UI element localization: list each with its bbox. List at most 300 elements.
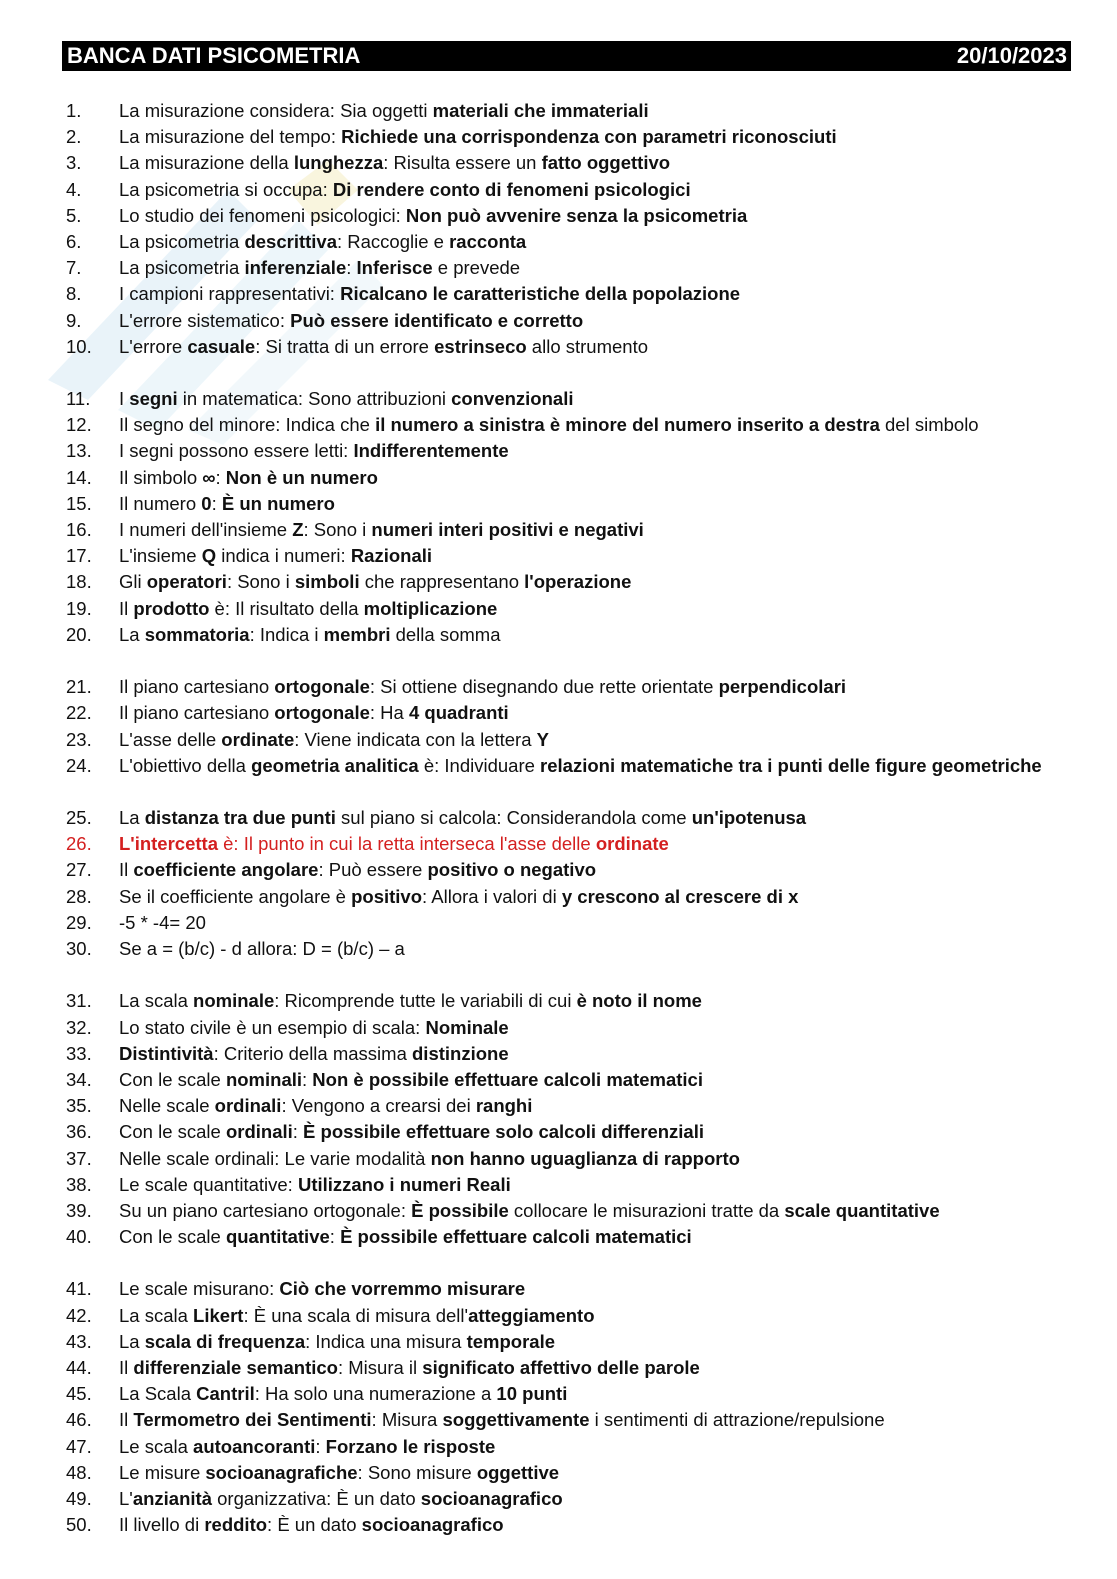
list-item — [0, 569, 1117, 595]
bold-text: Q — [201, 545, 217, 567]
plain-text: : Misura — [371, 1409, 443, 1431]
plain-text: : — [315, 1435, 326, 1457]
bold-text: quantitative — [225, 1226, 330, 1248]
bold-text: convenzionali — [451, 388, 574, 410]
item-number: 25. — [66, 807, 92, 829]
item-text — [119, 1460, 559, 1486]
bold-text: un'ipotenusa — [691, 807, 807, 829]
item-number: 21. — [66, 676, 92, 698]
item-text — [119, 1041, 509, 1067]
item-number: 48. — [66, 1461, 92, 1483]
bold-text: sommatoria — [144, 623, 250, 645]
bold-text: Distintività — [119, 1042, 214, 1064]
plain-text: Le scale misurano: — [119, 1278, 280, 1300]
item-number: 42. — [66, 1304, 92, 1326]
list-item — [0, 1329, 1117, 1355]
plain-text: L' — [119, 1487, 133, 1509]
item-text — [119, 465, 378, 491]
item-text — [119, 805, 806, 831]
plain-text: : — [292, 1121, 304, 1143]
plain-text: Il numero — [119, 492, 202, 514]
list-item — [0, 1067, 1117, 1093]
list-item — [0, 910, 1117, 936]
bold-text: non hanno uguaglianza di rapporto — [430, 1147, 740, 1169]
item-text — [119, 1434, 495, 1460]
item-number: 46. — [66, 1409, 92, 1431]
item-text — [119, 1512, 504, 1538]
bold-text: è noto il nome — [576, 990, 702, 1012]
list-item — [0, 412, 1117, 438]
item-number: 50. — [66, 1514, 92, 1536]
bold-text: socioanagrafico — [361, 1514, 504, 1536]
plain-text: La psicometria — [119, 230, 245, 252]
bold-text: Di rendere conto di fenomeni psicologici — [332, 178, 691, 200]
bold-text: Nominale — [425, 1016, 509, 1038]
plain-text: collocare le misurazioni tratte da — [508, 1199, 785, 1221]
bold-text: scale quantitative — [784, 1199, 940, 1221]
item-number: 29. — [66, 911, 92, 933]
list-item — [0, 1407, 1117, 1433]
bold-text: differenziale semantico — [133, 1357, 338, 1379]
bold-text: Richiede una corrispondenza con parametri riconosciuti — [341, 126, 837, 148]
bold-text: Razionali — [350, 545, 433, 567]
item-number: 36. — [66, 1121, 92, 1143]
plain-text: : — [302, 1068, 313, 1090]
item-number: 8. — [66, 283, 82, 305]
plain-text: : È una scala di misura dell' — [243, 1304, 469, 1326]
item-number: 1. — [66, 100, 82, 121]
bold-text: relazioni matematiche tra i punti delle figure geometriche — [540, 754, 1042, 776]
list-item — [0, 124, 1117, 150]
list-item — [0, 1486, 1117, 1512]
bold-text: inferenziale — [244, 257, 347, 279]
list-item — [0, 334, 1117, 360]
list-item — [0, 150, 1117, 176]
plain-text: : Indica i — [249, 623, 324, 645]
item-text — [119, 727, 549, 753]
item-number: 7. — [66, 257, 82, 279]
item-number: 9. — [66, 309, 82, 331]
plain-text: : Sono i — [226, 571, 295, 593]
item-text — [119, 831, 669, 857]
plain-text: L'errore sistematico: — [119, 309, 291, 331]
bold-text: Ciò che vorremmo misurare — [279, 1278, 526, 1300]
item-number: 28. — [66, 885, 92, 907]
section-gap — [0, 1250, 1117, 1276]
plain-text: : Sono i — [303, 519, 372, 540]
bold-text: geometria analitica — [251, 754, 419, 776]
list-item — [0, 1276, 1117, 1302]
plain-text: : È un dato — [267, 1514, 362, 1536]
list-item — [0, 465, 1117, 491]
list-item — [0, 727, 1117, 753]
item-text — [119, 98, 649, 124]
bold-text: oggettive — [476, 1461, 560, 1483]
item-number: 22. — [66, 702, 92, 724]
bold-text: reddito — [204, 1514, 268, 1536]
plain-text: : Si tratta di un errore — [255, 335, 435, 357]
question-list — [0, 98, 1117, 1538]
bold-text: operatori — [146, 571, 227, 593]
plain-text: Lo stato civile è un esempio di scala: — [119, 1016, 426, 1038]
list-item — [0, 674, 1117, 700]
item-number: 41. — [66, 1278, 92, 1300]
bold-text: ortogonale — [274, 702, 370, 724]
bold-text: distanza tra due punti — [144, 807, 336, 829]
bold-text: Forzano le risposte — [325, 1435, 496, 1457]
item-text — [119, 1486, 563, 1512]
list-item — [0, 1093, 1117, 1119]
bold-text: ortogonale — [274, 676, 370, 698]
list-item — [0, 543, 1117, 569]
plain-text: I segni possono essere letti: — [119, 440, 354, 462]
bold-text: socioanagrafico — [420, 1487, 563, 1509]
plain-text: Il piano cartesiano — [119, 676, 275, 698]
bold-text: temporale — [466, 1330, 555, 1352]
item-text — [119, 281, 740, 307]
item-text — [119, 1276, 525, 1302]
item-text — [119, 857, 596, 883]
item-number: 16. — [66, 519, 92, 540]
list-item — [0, 98, 1117, 124]
list-item — [0, 1224, 1117, 1250]
plain-text: Il — [119, 1357, 134, 1379]
plain-text: La — [119, 807, 145, 829]
plain-text: Il — [119, 597, 134, 619]
item-number: 35. — [66, 1095, 92, 1117]
plain-text: del simbolo — [879, 414, 979, 436]
item-text — [119, 569, 631, 595]
item-number: 6. — [66, 230, 82, 252]
item-text — [119, 700, 509, 726]
plain-text: : — [346, 257, 357, 279]
plain-text: Nelle scale ordinali: Le varie modalità — [119, 1147, 431, 1169]
list-item — [0, 753, 1117, 805]
item-text — [119, 177, 691, 203]
bold-text: ordinali — [225, 1121, 293, 1143]
bold-text: anzianità — [132, 1487, 212, 1509]
item-number: 32. — [66, 1016, 92, 1038]
item-number: 3. — [66, 152, 82, 174]
item-number: 18. — [66, 571, 92, 593]
bold-text: Likert — [193, 1304, 244, 1326]
plain-text: : Allora i valori di — [422, 885, 562, 907]
bold-text: 10 punti — [496, 1383, 568, 1405]
plain-text: è: Il risultato della — [209, 597, 364, 619]
list-item — [0, 1198, 1117, 1224]
item-text — [119, 1329, 555, 1355]
plain-text: Il segno del minore: Indica che — [119, 414, 376, 436]
plain-text: : Ricomprende tutte le variabili di cui — [274, 990, 577, 1012]
item-text — [119, 1407, 885, 1433]
plain-text: : Sono misure — [357, 1461, 477, 1483]
plain-text: : Risulta essere un — [383, 152, 542, 174]
bold-text: lunghezza — [293, 152, 384, 174]
bold-text: ∞ — [202, 466, 216, 488]
plain-text: : Si ottiene disegnando due rette orientate — [369, 676, 719, 698]
plain-text: è: Individuare — [418, 754, 541, 776]
bold-text: descrittiva — [244, 230, 337, 252]
bold-text: Y — [536, 728, 549, 750]
item-number: 11. — [66, 388, 91, 410]
bold-text: Non è un numero — [225, 466, 378, 488]
section-gap — [0, 962, 1117, 988]
item-text — [119, 596, 497, 622]
plain-text: Con le scale — [119, 1121, 226, 1143]
item-number: 14. — [66, 466, 92, 488]
list-item — [0, 517, 1117, 543]
bold-text: casuale — [187, 335, 256, 357]
plain-text: e prevede — [432, 257, 521, 279]
item-text — [119, 1172, 511, 1198]
list-item — [0, 1172, 1117, 1198]
list-item — [0, 988, 1117, 1014]
plain-text: L'obiettivo della — [119, 754, 252, 776]
item-number: 17. — [66, 545, 92, 567]
plain-text: : Criterio della massima — [213, 1042, 412, 1064]
item-number: 19. — [66, 597, 92, 619]
bold-text: prodotto — [133, 597, 210, 619]
plain-text: : Ha solo una numerazione a — [254, 1383, 497, 1405]
plain-text: Gli — [119, 571, 147, 593]
plain-text: in matematica: Sono attribuzioni — [177, 388, 452, 410]
bold-text: distinzione — [412, 1042, 509, 1064]
bold-text: Cantril — [196, 1383, 255, 1405]
list-item — [0, 1434, 1117, 1460]
bold-text: È possibile effettuare solo calcoli differenziali — [303, 1121, 704, 1143]
list-item — [0, 229, 1117, 255]
plain-text: Se a = (b/c) - d allora: D = (b/c) – a — [119, 938, 405, 960]
bold-text: scala di frequenza — [144, 1330, 306, 1352]
plain-text: : Può essere — [318, 859, 428, 881]
plain-text: Le misure — [119, 1461, 206, 1483]
plain-text: Con le scale — [119, 1068, 226, 1090]
item-number: 20. — [66, 623, 92, 645]
bold-text: numeri interi positivi e negativi — [371, 519, 644, 540]
plain-text: I numeri dell'insieme — [119, 519, 293, 540]
plain-text: -5 * -4= 20 — [119, 911, 206, 933]
bold-text: 0 — [201, 492, 212, 514]
item-text — [119, 884, 798, 910]
plain-text: Il simbolo — [119, 466, 203, 488]
item-number: 24. — [66, 754, 92, 776]
item-text — [119, 334, 648, 360]
list-item — [0, 1303, 1117, 1329]
item-text — [119, 910, 206, 936]
bold-text: nominale — [193, 990, 275, 1012]
document-date: 20/10/2023 — [956, 43, 1067, 68]
list-item — [0, 1512, 1117, 1538]
list-item — [0, 203, 1117, 229]
bold-text: Termometro dei Sentimenti — [133, 1409, 372, 1431]
item-text — [119, 1015, 509, 1041]
list-item — [0, 700, 1117, 726]
plain-text: i sentimenti di attrazione/repulsione — [589, 1409, 885, 1431]
plain-text: allo strumento — [526, 335, 649, 357]
item-number: 10. — [66, 335, 92, 357]
item-text — [119, 1198, 940, 1224]
list-item — [0, 438, 1117, 464]
item-number: 23. — [66, 728, 92, 750]
list-item — [0, 386, 1117, 412]
plain-text: Le scale quantitative: — [119, 1173, 298, 1195]
plain-text: : Misura il — [337, 1357, 423, 1379]
bold-text: ordinali — [214, 1095, 282, 1117]
item-text — [119, 150, 670, 176]
item-number: 33. — [66, 1042, 92, 1064]
bold-text: l'operazione — [524, 571, 632, 593]
bold-text: moltiplicazione — [363, 597, 498, 619]
list-item — [0, 884, 1117, 910]
bold-text: ordinate — [595, 833, 669, 855]
bold-text: ranghi — [475, 1095, 533, 1117]
bold-text: y crescono al crescere di x — [561, 885, 799, 907]
item-text — [119, 1067, 703, 1093]
item-text — [119, 674, 846, 700]
plain-text: Il — [119, 859, 134, 881]
list-item — [0, 1460, 1117, 1486]
item-number: 4. — [66, 178, 82, 200]
plain-text: : — [211, 492, 222, 514]
bold-text: simboli — [294, 571, 360, 593]
plain-text: che rappresentano — [359, 571, 525, 593]
list-item — [0, 1381, 1117, 1407]
item-number: 30. — [66, 938, 92, 960]
bold-text: positivo — [351, 885, 423, 907]
item-text — [119, 936, 405, 962]
item-number: 38. — [66, 1173, 92, 1195]
bold-text: soggettivamente — [442, 1409, 590, 1431]
item-number: 5. — [66, 204, 82, 226]
plain-text: Le scala — [119, 1435, 194, 1457]
item-text — [119, 229, 526, 255]
item-text — [119, 491, 335, 517]
list-item — [0, 857, 1117, 883]
bold-text: racconta — [449, 230, 527, 252]
list-item — [0, 596, 1117, 622]
item-number: 40. — [66, 1226, 92, 1248]
bold-text: positivo o negativo — [427, 859, 597, 881]
plain-text: : Viene indicata con la lettera — [294, 728, 537, 750]
item-text — [119, 753, 1070, 779]
bold-text: Non può avvenire senza la psicometria — [405, 204, 748, 226]
plain-text: La misurazione considera: Sia oggetti — [119, 100, 433, 121]
list-item — [0, 177, 1117, 203]
bold-text: nominali — [225, 1068, 303, 1090]
plain-text: I — [119, 388, 130, 410]
plain-text: : — [215, 466, 226, 488]
item-number: 49. — [66, 1487, 92, 1509]
bold-text: autoancoranti — [193, 1435, 316, 1457]
plain-text: Con le scale — [119, 1226, 226, 1248]
item-number: 37. — [66, 1147, 92, 1169]
plain-text: L'asse delle — [119, 728, 222, 750]
item-number: 34. — [66, 1068, 92, 1090]
item-text — [119, 255, 520, 281]
list-item — [0, 491, 1117, 517]
item-text — [119, 1303, 595, 1329]
bold-text: 4 quadranti — [408, 702, 509, 724]
plain-text: La — [119, 1330, 145, 1352]
bold-text: Ricalcano le caratteristiche della popolazione — [340, 283, 741, 305]
bold-text: perpendicolari — [718, 676, 847, 698]
item-number: 26. — [66, 833, 92, 855]
plain-text: della somma — [390, 623, 501, 645]
item-number: 39. — [66, 1199, 92, 1221]
bold-text: estrinseco — [434, 335, 527, 357]
plain-text: La psicometria si occupa: — [119, 178, 333, 200]
plain-text: La scala — [119, 1304, 194, 1326]
plain-text: Il — [119, 1409, 134, 1431]
bold-text: socioanagrafiche — [205, 1461, 358, 1483]
plain-text: Il piano cartesiano — [119, 702, 275, 724]
list-item — [0, 308, 1117, 334]
section-gap — [0, 648, 1117, 674]
bold-text: materiali che immateriali — [432, 100, 649, 121]
item-text — [119, 124, 837, 150]
plain-text: Se il coefficiente angolare è — [119, 885, 352, 907]
list-item — [0, 255, 1117, 281]
bold-text: segni — [129, 388, 178, 410]
item-text — [119, 1355, 700, 1381]
plain-text: I campioni rappresentativi: — [119, 283, 341, 305]
item-text — [119, 1093, 532, 1119]
item-text — [119, 543, 432, 569]
bold-text: fatto oggettivo — [541, 152, 671, 174]
list-item — [0, 1355, 1117, 1381]
plain-text: La — [119, 623, 145, 645]
bold-text: Utilizzano i numeri Reali — [297, 1173, 511, 1195]
plain-text: organizzativa: È un dato — [212, 1487, 421, 1509]
plain-text: sul piano si calcola: Considerandola come — [335, 807, 692, 829]
plain-text: Lo studio dei fenomeni psicologici: — [119, 204, 406, 226]
item-number: 44. — [66, 1357, 92, 1379]
bold-text: Non è possibile effettuare calcoli matematici — [312, 1068, 703, 1090]
bold-text: ordinate — [221, 728, 295, 750]
bold-text: atteggiamento — [468, 1304, 595, 1326]
plain-text: : Raccoglie e — [337, 230, 450, 252]
bold-text: membri — [323, 623, 391, 645]
item-text — [119, 988, 702, 1014]
item-number: 15. — [66, 492, 92, 514]
list-item — [0, 1146, 1117, 1172]
item-text — [119, 1119, 704, 1145]
plain-text: La misurazione della — [119, 152, 294, 174]
item-number: 43. — [66, 1330, 92, 1352]
bold-text: Z — [292, 519, 304, 540]
plain-text: L'insieme — [119, 545, 202, 567]
bold-text: È un numero — [221, 492, 335, 514]
plain-text: : — [329, 1226, 341, 1248]
item-number: 45. — [66, 1383, 92, 1405]
bold-text: È possibile effettuare calcoli matematici — [340, 1226, 692, 1248]
plain-text: La scala — [119, 990, 194, 1012]
item-number: 47. — [66, 1435, 92, 1457]
item-number: 2. — [66, 126, 82, 148]
item-text — [119, 1224, 692, 1250]
item-text — [119, 517, 644, 543]
item-number: 31. — [66, 990, 92, 1012]
item-text — [119, 203, 747, 229]
list-item — [0, 1015, 1117, 1041]
list-item — [0, 622, 1117, 648]
plain-text: Su un piano cartesiano ortogonale: — [119, 1199, 412, 1221]
list-item — [0, 936, 1117, 962]
item-number: 12. — [66, 414, 92, 436]
bold-text: coefficiente angolare — [133, 859, 319, 881]
plain-text: Il livello di — [119, 1514, 205, 1536]
document-title: BANCA DATI PSICOMETRIA — [67, 43, 361, 68]
